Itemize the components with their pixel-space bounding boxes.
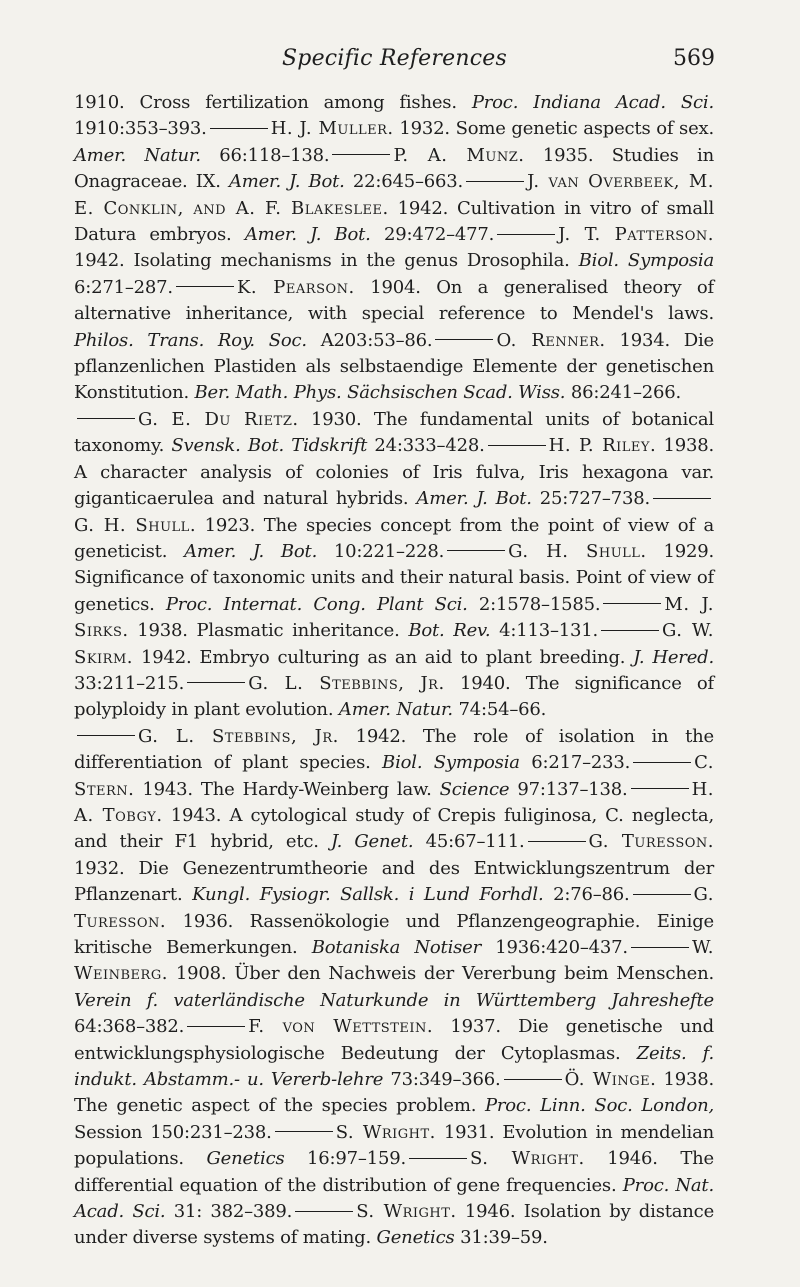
journal-name: Amer. J. Bot. (244, 224, 371, 246)
reference-author: G. H. Shull. (508, 540, 647, 562)
journal-name: J. Genet. (331, 831, 414, 853)
reference-author: G. Turesson. (74, 884, 715, 932)
reference-list (74, 90, 714, 1252)
citation: 22:645–663. (352, 171, 464, 193)
journal-name: Proc. Nat. Acad. Sci. (74, 1174, 714, 1223)
reference-text: 1904. On a generalised theory of alternative inheritance, with special reference to Mendel's laws. (74, 276, 715, 325)
citation: 2:1578–1585. (478, 593, 601, 615)
reference-text: 1943. The Hardy-Weinberg law. (142, 778, 432, 800)
ditto-dash (603, 603, 661, 604)
citation: 10:221–228. (333, 540, 445, 562)
journal-name: Philos. Trans. Roy. Soc. (74, 329, 307, 351)
ditto-dash (601, 630, 659, 631)
citation: 16:97–159. (307, 1148, 406, 1170)
reference-text: 1938. The genetic aspect of the species problem. (74, 1069, 714, 1117)
citation: 66:118–138. (219, 144, 330, 166)
journal-name: Ber. Math. Phys. Sächsischen Scad. Wiss. (194, 382, 566, 404)
reference-text: 1943. A cytological study of Crepis fuliginosa, C. neglecta, and their F1 hybrid, etc. (74, 804, 714, 853)
reference-text: 1930. The fundamental units of botanical taxonomy. (74, 408, 714, 457)
journal-name: Bot. Rev. (408, 620, 491, 642)
reference-author: G. H. Shull. (74, 514, 197, 536)
reference-text: 1935. Studies in Onagraceae. IX. (74, 144, 714, 193)
ditto-dash (466, 181, 524, 182)
reference-author: C. Stern. (74, 752, 715, 800)
ditto-dash (176, 286, 234, 287)
reference-text: 1938. Plasmatic inheritance. (137, 620, 400, 642)
journal-name: J. Hered. (633, 646, 715, 668)
citation: 73:349–366. (390, 1069, 501, 1091)
journal-name: Svensk. Bot. Tidskrift (171, 435, 368, 457)
reference-author: H. A. Tobgy. (74, 778, 714, 826)
reference-text: 1942. Isolating mechanisms in the genus Drosophila. (74, 250, 570, 272)
reference-author: H. J. Muller. (270, 118, 394, 140)
ditto-dash (435, 339, 493, 340)
citation: 31: 382–389. (173, 1201, 293, 1223)
reference-text: 1910. Cross fertilization among fishes. (74, 92, 457, 113)
reference-author: G. L. Stebbins, Jr. (248, 672, 445, 694)
journal-name: Science (439, 778, 510, 800)
ditto-dash (447, 550, 505, 551)
reference-text: 1942. Cultivation in vitro of small Datura embryos. (74, 197, 714, 246)
citation: 24:333–428. (374, 435, 485, 457)
ditto-dash (409, 1158, 467, 1159)
reference-text: 1942. The role of isolation in the differentiation of plant species. (74, 725, 714, 774)
citation: 64:368–382. (74, 1016, 185, 1038)
ditto-dash (488, 445, 546, 446)
citation: 2:76–86. (553, 884, 630, 906)
reference-text: 1942. Embryo culturing as an aid to plant breeding. (140, 646, 626, 668)
ditto-dash (633, 762, 691, 763)
reference-text: 1946. The differential equation of the distribution of gene frequencies. (74, 1148, 714, 1196)
reference-author: S. Wright. (470, 1148, 585, 1170)
journal-name: Amer. J. Bot. (184, 540, 318, 562)
ditto-dash (633, 894, 691, 895)
journal-name: Botaniska Notiser (311, 937, 482, 958)
reference-author: Ö. Winge. (564, 1069, 657, 1091)
citation: 1936:420–437. (495, 937, 628, 958)
ditto-dash (77, 735, 135, 736)
page-number: 569 (673, 46, 715, 71)
ditto-dash (210, 128, 268, 129)
ditto-dash (497, 234, 555, 235)
reference-text: 1908. Über den Nachweis der Vererbung beim Menschen. (175, 963, 714, 985)
reference-author: W. Weinberg. (74, 937, 715, 985)
reference-text: 1937. Die genetische und entwicklungsphysiologische Bedeutung der Cytoplasmas. (74, 1016, 714, 1064)
journal-name: Amer. J. Bot. (228, 171, 345, 193)
journal-name: Biol. Symposia (382, 752, 520, 774)
reference-item (74, 726, 714, 773)
running-head (74, 46, 715, 86)
ditto-dash (332, 154, 390, 155)
citation: 29:472–477. (383, 224, 495, 246)
reference-text: 1923. The species concept from the point of view of a geneticist. (74, 514, 714, 562)
journal-name: Kungl. Fysiogr. Sallsk. i Lund Forhdl. (192, 884, 544, 906)
citation: 31:39–59. (460, 1227, 548, 1249)
page-title: Specific References (282, 46, 507, 71)
citation: 97:137–138. (517, 778, 628, 800)
citation: 25:727–738. (539, 488, 650, 510)
reference-text: 1932. Some genetic aspects of sex. (399, 118, 714, 140)
ditto-dash (295, 1211, 353, 1212)
citation: 45:67–111. (425, 831, 525, 853)
ditto-dash (77, 418, 135, 419)
citation: 4:113–131. (499, 620, 599, 642)
reference-author: K. Pearson. (236, 276, 355, 298)
reference-author: O. Renner. (496, 329, 606, 351)
reference-text: 1940. The significance of polyploidy in plant evolution. (74, 672, 714, 721)
reference-author: S. Wright. (356, 1201, 457, 1223)
reference-author: G. E. Du Rietz. (138, 408, 299, 430)
citation: 74:54–66. (458, 699, 547, 721)
citation: 86:241–266. (570, 382, 682, 404)
reference-text: 1946. Isolation by distance under diverse systems of mating. (74, 1201, 715, 1249)
reference-author: G. L. Stebbins, Jr. (138, 725, 339, 747)
ditto-dash (631, 947, 689, 948)
reference-author: F. von Wettstein. (248, 1016, 434, 1038)
reference-author: H. P. Riley. (548, 435, 657, 457)
citation: Session 150:231–238. (74, 1121, 272, 1143)
reference-text: 1931. Evolution in mendelian populations. (74, 1121, 714, 1170)
journal-name: Genetics (206, 1148, 285, 1170)
reference-text: 1934. Die pflanzenlichen Plastiden als selbstaendige Elemente der genetischen Konstitution. (74, 329, 714, 404)
journal-name: Amer. Natur. (338, 699, 453, 721)
reference-text: 1932. Die Genezentrumtheorie and des Entwicklungszentrum der Pflanzenart. (74, 857, 714, 906)
citation: 1910:353–393. (74, 118, 207, 140)
journal-name: Verein f. vaterländische Naturkunde in Württemberg Jahreshefte (74, 989, 714, 1011)
journal-name: Zeits. f. indukt. Abstamm.- u. Vererb-lehre (74, 1042, 714, 1091)
ditto-dash (631, 788, 689, 789)
journal-name: Biol. Symposia (578, 250, 714, 272)
ditto-dash (187, 682, 245, 683)
reference-text: 1938. A character analysis of colonies of Iris fulva, Iris hexagona var. giganticaerulea and natural hybrids. (74, 435, 714, 510)
ditto-dash (504, 1079, 562, 1080)
journal-name: Proc. Internat. Cong. Plant Sci. (165, 593, 468, 615)
reference-author: M. J. Sirks. (74, 593, 714, 642)
reference-text: 1936. Rassenökologie und Pflanzengeographie. Einige kritische Bemerkungen. (74, 910, 714, 958)
citation: 33:211–215. (74, 672, 185, 694)
citation: A203:53–86. (320, 329, 433, 351)
reference-author: J. van Overbeek, M. E. Conklin, and A. F. Blakeslee. (74, 171, 714, 219)
journal-name: Proc. Linn. Soc. London, (484, 1095, 714, 1117)
journal-name: Genetics (376, 1227, 455, 1249)
reference-author: G. W. Skirm. (74, 620, 714, 668)
journal-name: Amer. J. Bot. (416, 488, 532, 510)
ditto-dash (528, 841, 586, 842)
citation: 6:271–287. (74, 276, 173, 298)
journal-name: Proc. Indiana Acad. Sci. (471, 92, 714, 113)
reference-author: J. T. Patterson. (558, 224, 714, 246)
ditto-dash (275, 1131, 333, 1132)
reference-text: 1929. Significance of taxonomic units and their natural basis. Point of view of genetics. (74, 540, 714, 615)
reference-author: S. Wright. (335, 1121, 436, 1143)
citation: 6:217–233. (531, 752, 631, 774)
reference-author: G. Turesson. (588, 831, 714, 853)
reference-author: P. A. Munz. (393, 144, 525, 166)
ditto-dash (653, 498, 711, 499)
ditto-dash (187, 1026, 245, 1027)
journal-name: Amer. Natur. (74, 144, 201, 166)
